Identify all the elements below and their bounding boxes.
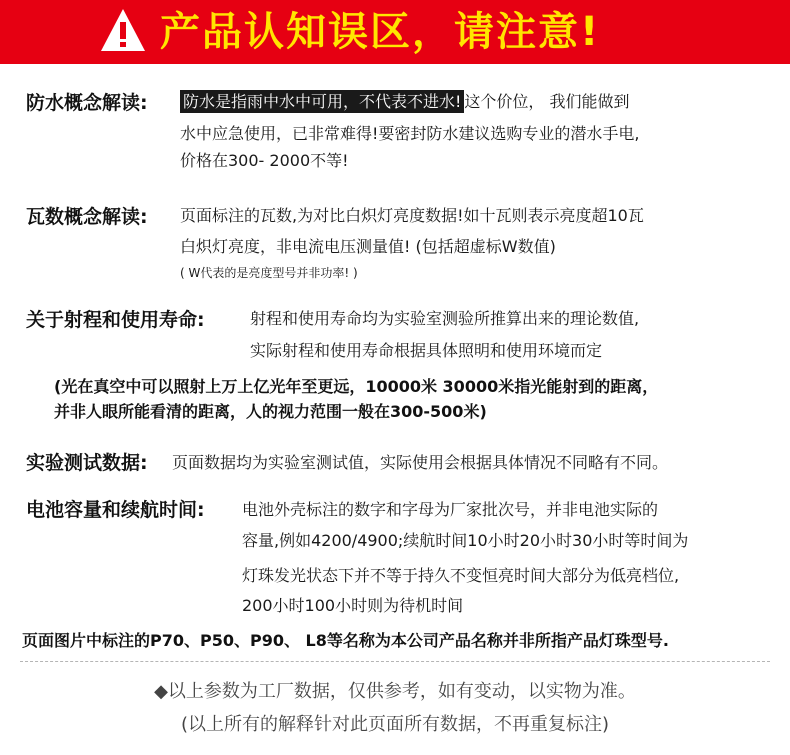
battery-label: 电池容量和续航时间:: [26, 499, 205, 521]
waterproof-label: 防水概念解读:: [26, 92, 148, 114]
range-label: 关于射程和使用寿命:: [26, 309, 205, 331]
waterproof-line1: [180, 89, 630, 112]
test-text: 页面数据均为实验室测试值，实际使用会根据具体情况不同略有不同。: [172, 453, 669, 472]
wattage-line1: 页面标注的瓦数,为对比白炽灯亮度数据!如十瓦则表示亮度超10瓦: [180, 206, 644, 225]
dashed-divider: [20, 661, 770, 662]
battery-line2: 容量,例如4200/4900;续航时间10小时20小时30小时等时间为: [242, 531, 689, 550]
wattage-label: 瓦数概念解读:: [26, 206, 148, 228]
waterproof-line3: 价格在300- 2000不等!: [180, 151, 349, 170]
footer-line2: (以上所有的解释针对此页面所有数据，不再重复标注): [180, 714, 610, 735]
range-line2: 实际射程和使用寿命根据具体照明和使用环境而定: [250, 341, 603, 360]
warning-triangle-icon: [99, 6, 147, 54]
banner-title: 产品认知误区，请注意!: [160, 9, 601, 55]
wattage-line2: 白炽灯亮度，非电流电压测量值! (包括超虚标W数值): [180, 237, 556, 256]
waterproof-line2: 水中应急使用，已非常难得!要密封防水建议选购专业的潜水手电,: [180, 124, 640, 143]
test-label: 实验测试数据:: [26, 452, 148, 474]
range-line1: 射程和使用寿命均为实验室测验所推算出来的理论数值,: [250, 309, 640, 328]
battery-line1: 电池外壳标注的数字和字母为厂家批次号，并非电池实际的: [242, 500, 659, 519]
battery-line4: 200小时100小时则为待机时间: [242, 596, 464, 615]
waterproof-line1-rest: 这个价位， 我们能做到: [464, 92, 630, 111]
waterproof-highlight: 防水是指雨中水中可用，不代表不进水!: [180, 90, 464, 113]
footer-line1: ◆以上参数为工厂数据，仅供参考，如有变动，以实物为准。: [154, 681, 636, 702]
range-bold-line2: 并非人眼所能看清的距离，人的视力范围一般在300-500米): [54, 402, 487, 421]
warning-banner: [0, 0, 790, 64]
wattage-note: ( W代表的是亮度型号并非功率! ): [180, 266, 358, 280]
model-names-note: 页面图片中标注的P70、P50、P90、 L8等名称为本公司产品名称并非所指产品灯珠型号.: [22, 631, 669, 650]
battery-line3: 灯珠发光状态下并不等于持久不变恒亮时间大部分为低亮档位,: [242, 566, 680, 585]
range-bold-line1: (光在真空中可以照射上万上亿光年至更远，10000米 30000米指光能射到的距离，: [54, 377, 659, 396]
